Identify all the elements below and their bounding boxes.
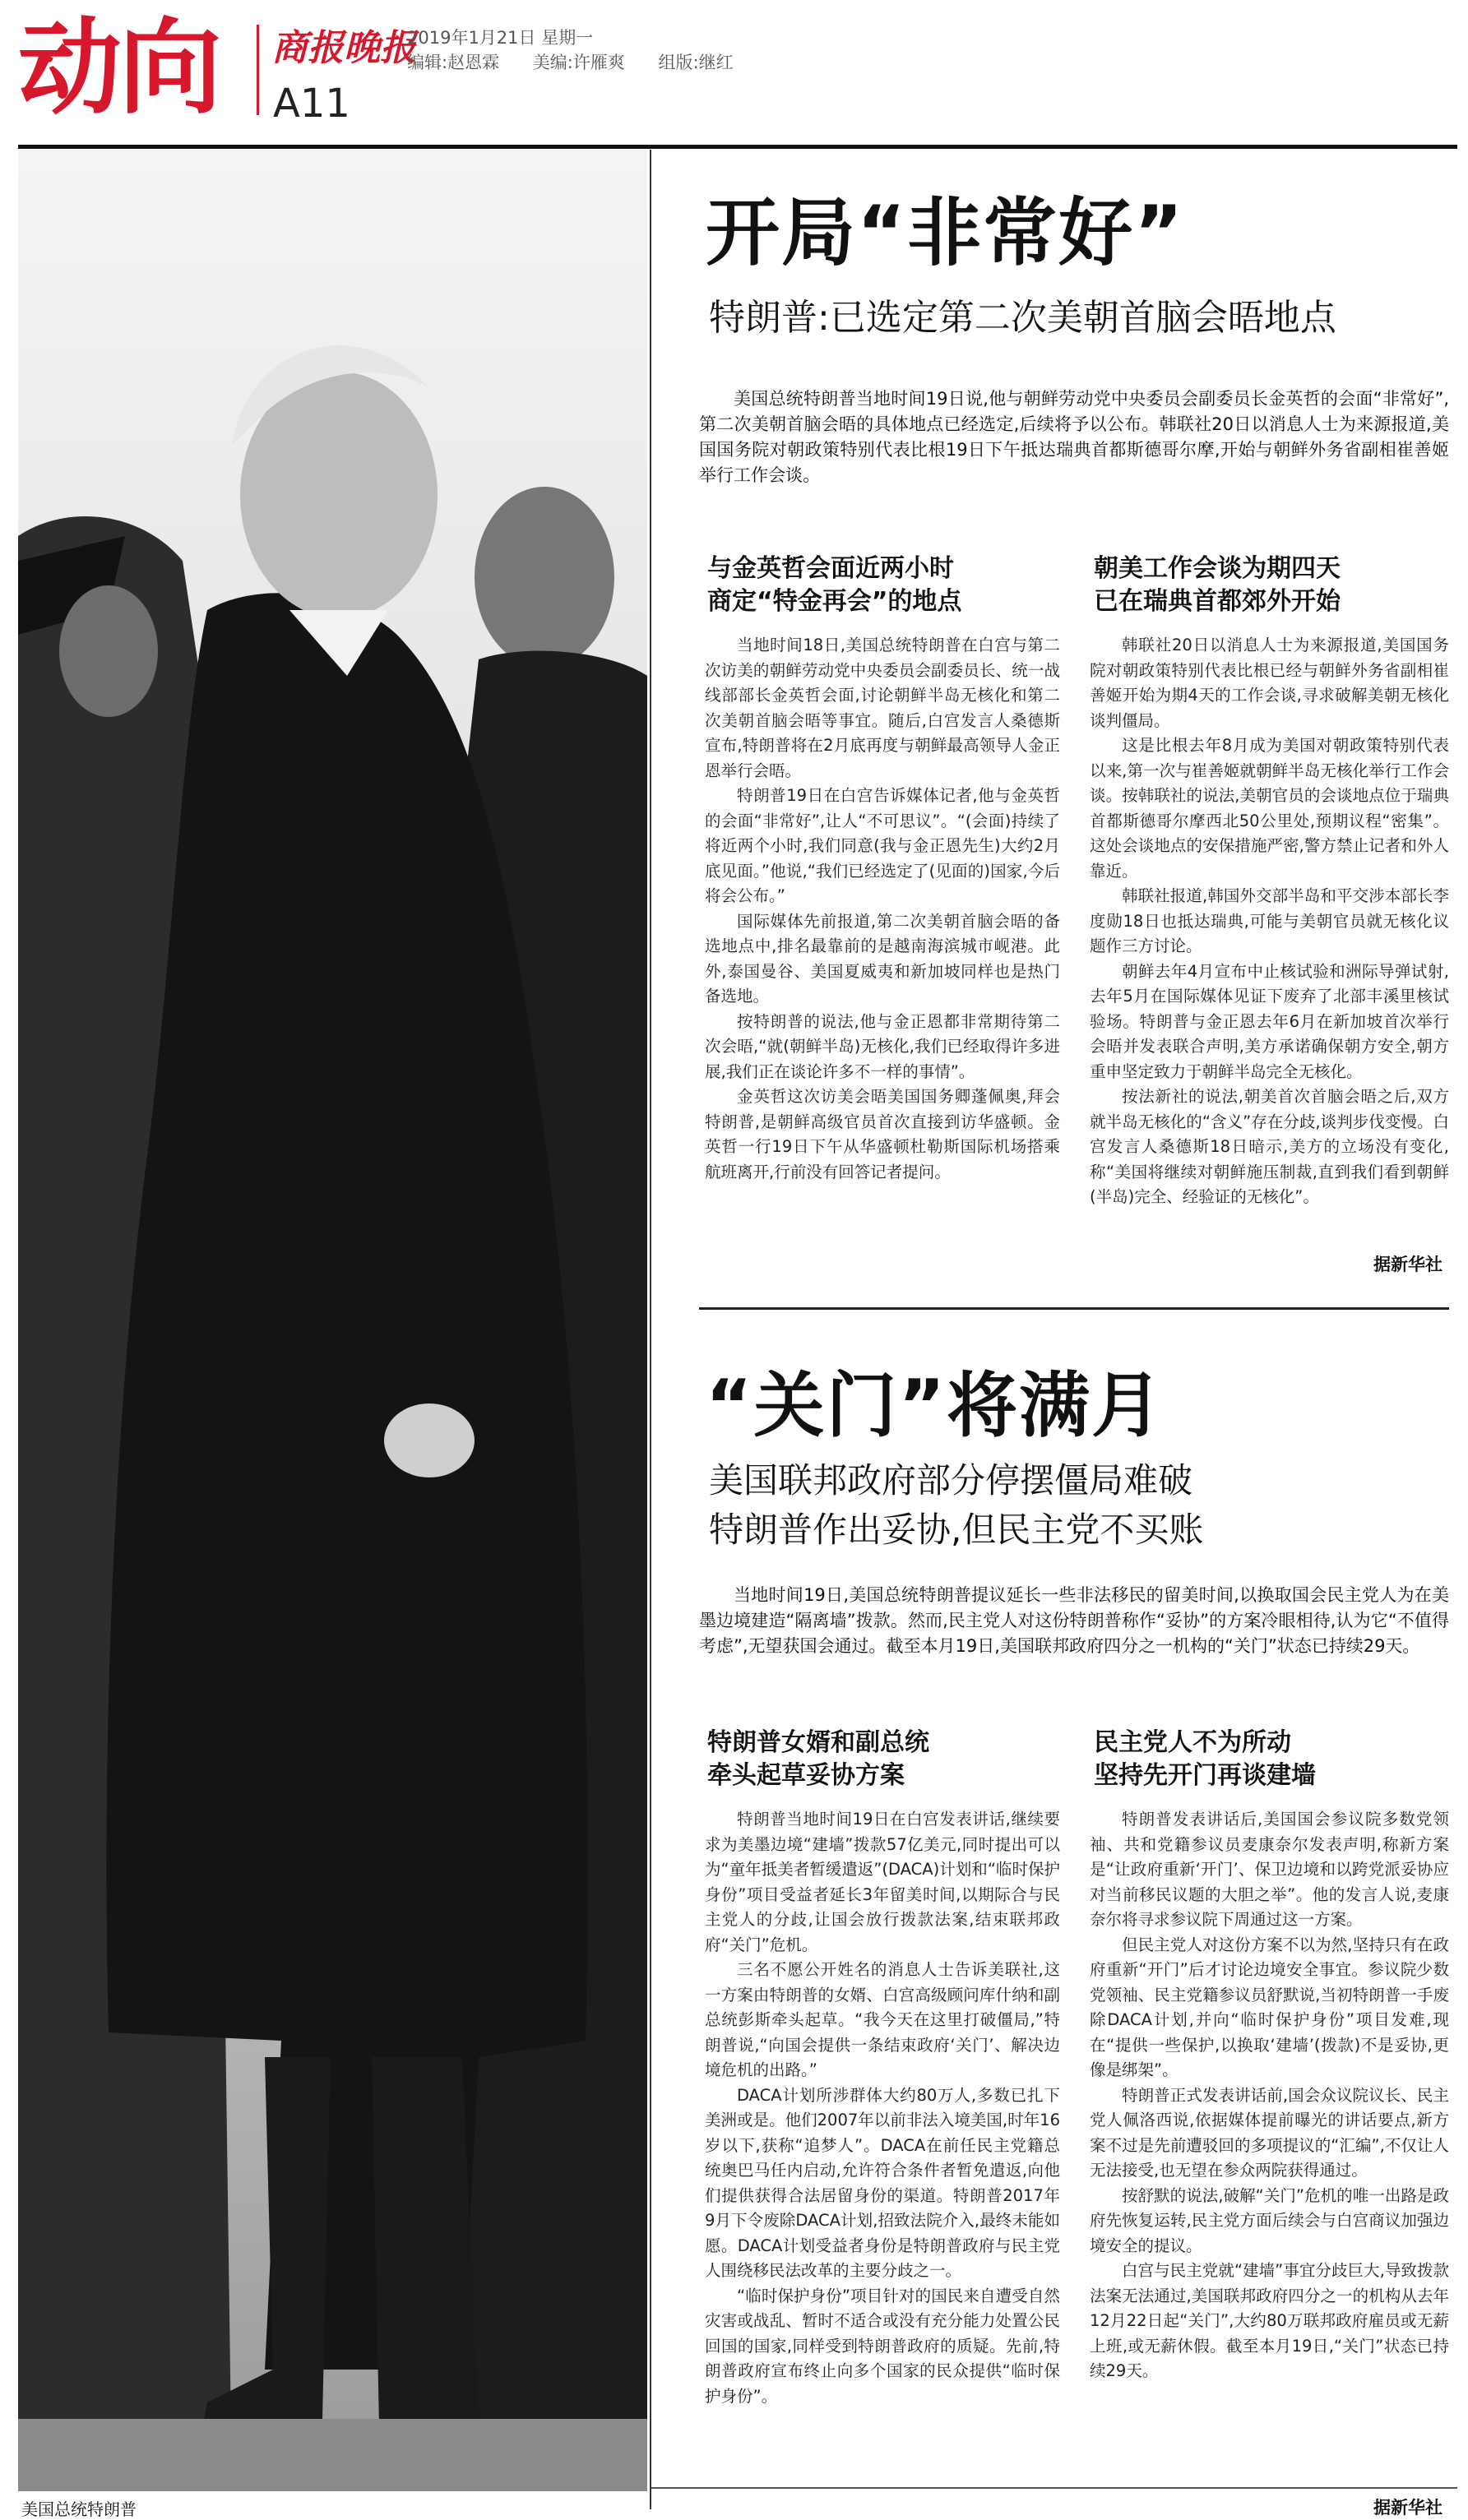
story2-right-column [1090, 1807, 1449, 2475]
paragraph: DACA计划所涉群体大约80万人,多数已扎下美洲或是。他们2007年以前非法入境美国,时年16岁以下,获称“追梦人”。DACA在前任民主党籍总统奥巴马任内启动,允许符合条件者暂免遣返,向他们提供获得合法居留身份的渠道。特朗普2017年9月下令废除DACA计划,招致法院介入,最终未能如愿。DACA计划受益者身份是特朗普政府与民主党人围绕移民法改革的主要分歧之一。 [705, 2085, 1060, 2280]
designer-credit: 美编:许雁爽 [532, 53, 625, 72]
paragraph: 金英哲这次访美会晤美国国务卿蓬佩奥,拜会特朗普,是朝鲜高级官员首次直接到访华盛顿。金英哲一行19日下午从华盛顿杜勒斯国际机场搭乘航班离开,行前没有回答记者提问。 [705, 1087, 1060, 1181]
story2-lead: 当地时间19日,美国总统特朗普提议延长一些非法移民的留美时间,以换取国会民主党人为在美墨边境建造“隔离墙”拨款。然而,民主党人对这份特朗普称作“妥协”的方案冷眼相待,认为它“不值得考虑”,无望获国会通过。截至本月19日,美国联邦政府四分之一机构的“关门”状态已持续29天。 [699, 1585, 1449, 1656]
story2-headline: “关门”将满月 [706, 1365, 1165, 1447]
paragraph: 这是比根去年8月成为美国对朝政策特别代表以来,第一次与崔善姬就朝鲜半岛无核化举行工作会谈。按韩联社的说法,美朝官员的会谈地点位于瑞典首都斯德哥尔摩西北50公里处,预期议程“密集”。这处会谈地点的安保措施严密,警方禁止记者和外人靠近。 [1090, 736, 1449, 881]
section-title: 动向 [18, 7, 219, 128]
story1-right-heading-line1: 朝美工作会谈为期四天 [1094, 554, 1341, 583]
paragraph: 特朗普发表讲话后,美国国会参议院多数党领袖、共和党籍参议员麦康奈尔发表声明,称新方案是“让政府重新‘开门’、保卫边境和以跨党派妥协应对当前移民议题的大胆之举”。他的发言人说,麦康奈尔将寻求参议院下周通过这一方案。 [1090, 1810, 1449, 1929]
paragraph: 三名不愿公开姓名的消息人士告诉美联社,这一方案由特朗普的女婿、白宫高级顾问库什纳和副总统彭斯牵头起草。“我今天在这里打破僵局,”特朗普说,“向国会提供一条结束政府‘关门’、解决边境危机的出路。” [705, 1960, 1060, 2079]
column-rule [650, 150, 651, 2509]
story2-right-heading-line2: 坚持先开门再谈建墙 [1094, 1761, 1316, 1790]
date-line: 2019年1月21日 星期一 [407, 28, 594, 48]
paragraph: 当地时间18日,美国总统特朗普在白宫与第二次访美的朝鲜劳动党中央委员会副委员长、统一战线部部长金英哲会面,讨论朝鲜半岛无核化和第二次美朝首脑会晤等事宜。随后,白宫发言人桑德斯宣布,特朗普将在2月底再度与朝鲜最高领导人金正恩举行会晤。 [705, 636, 1060, 780]
story1-left-heading-line2: 商定“特金再会”的地点 [707, 587, 962, 616]
story1-left-column [705, 633, 1060, 1276]
paragraph: 韩联社20日以消息人士为来源报道,美国国务院对朝政策特别代表比根已经与朝鲜外务省副相崔善姬开始为期4天的工作会谈,寻求破解美朝无核化谈判僵局。 [1090, 636, 1449, 730]
story1-left-heading [707, 553, 1053, 618]
story1-source: 据新华社 [1373, 1255, 1443, 1274]
story2-right-heading [1094, 1727, 1439, 1792]
page-number: A11 [273, 81, 350, 127]
story2-left-heading-line1: 特朗普女婿和副总统 [707, 1728, 929, 1757]
masthead-divider [257, 25, 259, 115]
story1-lead: 美国总统特朗普当地时间19日说,他与朝鲜劳动党中央委员会副委员长金英哲的会面“非常好”,第二次美朝首脑会晤的具体地点已经选定,后续将予以公布。韩联社20日以消息人士为来源报道,美国国务院对朝政策特别代表比根19日下午抵达瑞典首都斯德哥尔摩,开始与朝鲜外务省副相崔善姬举行工作会谈。 [699, 389, 1449, 485]
paragraph: 特朗普正式发表讲话前,国会众议院议长、民主党人佩洛西说,依据媒体提前曝光的讲话要点,新方案不过是先前遭驳回的多项提议的“汇编”,不仅让人无法接受,也无望在参众两院获得通过。 [1090, 2085, 1449, 2180]
bottom-rule [651, 2487, 1457, 2489]
story-separator [699, 1307, 1449, 1310]
story1-left-heading-line1: 与金英哲会面近两小时 [707, 554, 954, 583]
photo-caption: 美国总统特朗普 [21, 2499, 137, 2519]
story2-left-heading [707, 1727, 1053, 1792]
newspaper-logo: 商报晚报 [271, 27, 416, 69]
story2-left-column [705, 1807, 1060, 2475]
photo-illustration [18, 150, 647, 2491]
masthead [0, 0, 1468, 140]
paragraph: 国际媒体先前报道,第二次美朝首脑会晤的备选地点中,排名最靠前的是越南海滨城市岘港。此外,泰国曼谷、美国夏威夷和新加坡同样也是热门备选地。 [705, 911, 1060, 1006]
paragraph: “临时保护身份”项目针对的国民来自遭受自然灾害或战乱、暂时不适合或没有充分能力处置公民回国的国家,同样受到特朗普政府的质疑。先前,特朗普政府宣布终止向多个国家的民众提供“临时保护身份”。 [705, 2286, 1060, 2406]
story1-right-column [1090, 633, 1449, 1276]
story2-subhead-line2: 特朗普作出妥协,但民主党不买账 [709, 1510, 1204, 1550]
proof-credit: 组版:继红 [658, 53, 734, 72]
paragraph: 按特朗普的说法,他与金正恩都非常期待第二次会晤,“就(朝鲜半岛)无核化,我们已经取得许多进展,我们正在谈论许多不一样的事情”。 [705, 1011, 1060, 1081]
story2-left-heading-line2: 牵头起草妥协方案 [707, 1761, 905, 1790]
editor-credit: 编辑:赵恩霖 [407, 53, 500, 72]
paragraph: 白宫与民主党就“建墙”事宜分歧巨大,导致拨款法案无法通过,美国联邦政府四分之一的机构从去年12月22日起“关门”,大约80万联邦政府雇员或无薪上班,或无薪休假。截至本月19日,“关门”状态已持续29天。 [1090, 2261, 1449, 2380]
news-photo [18, 150, 647, 2491]
story1-headline: 开局“非常好” [706, 190, 1185, 276]
story1-subhead: 特朗普:已选定第二次美朝首脑会晤地点 [709, 297, 1336, 339]
story2-subhead-line1: 美国联邦政府部分停摆僵局难破 [709, 1460, 1193, 1500]
story2-right-heading-line1: 民主党人不为所动 [1094, 1728, 1291, 1757]
paragraph: 但民主党人对这份方案不以为然,坚持只有在政府重新“开门”后才讨论边境安全事宜。参议院少数党领袖、民主党籍参议员舒默说,当初特朗普一手废除DACA计划,并向“临时保护身份”项目发难,现在“提供一些保护,以换取‘建墙’(拨款)不是妥协,更像是绑架”。 [1090, 1935, 1449, 2079]
paragraph: 朝鲜去年4月宣布中止核试验和洲际导弹试射,去年5月在国际媒体见证下废弃了北部丰溪里核试验场。特朗普与金正恩去年6月在新加坡首次举行会晤并发表联合声明,美方承诺确保朝方安全,朝方重申坚定致力于朝鲜半岛完全无核化。 [1090, 961, 1449, 1081]
paragraph: 特朗普19日在白宫告诉媒体记者,他与金英哲的会面“非常好”,让人“不可思议”。“(会面)持续了将近两个小时,我们同意(我与金正恩先生)大约2月底见面。”他说,“我们已经选定了(见面的)国家,今后将会公布。” [705, 786, 1060, 905]
story2-source: 据新华社 [1373, 2498, 1443, 2518]
story1-right-heading-line2: 已在瑞典首都郊外开始 [1094, 587, 1341, 616]
paragraph: 按法新社的说法,朝美首次首脑会晤之后,双方就半岛无核化的“含义”存在分歧,谈判步伐变慢。白宫发言人桑德斯18日暗示,美方的立场没有变化,称“美国将继续对朝鲜施压制裁,直到我们看到朝鲜(半岛)完全、经验证的无核化”。 [1090, 1087, 1449, 1206]
credits-line [407, 49, 762, 74]
paragraph: 按舒默的说法,破解“关门”危机的唯一出路是政府先恢复运转,民主党方面后续会与白宫商议加强边境安全的提议。 [1090, 2185, 1449, 2255]
paragraph: 特朗普当地时间19日在白宫发表讲话,继续要求为美墨边境“建墙”拨款57亿美元,同时提出可以为“童年抵美者暂缓遣返”(DACA)计划和“临时保护身份”项目受益者延长3年留美时间,以期际合与民主党人的分歧,让国会放行拨款法案,结束联邦政府“关门”危机。 [705, 1810, 1060, 1954]
story1-right-heading [1094, 553, 1439, 618]
top-rule [18, 145, 1457, 149]
paragraph: 韩联社报道,韩国外交部半岛和平交涉本部长李度勋18日也抵达瑞典,可能与美朝官员就无核化议题作三方讨论。 [1090, 886, 1449, 955]
